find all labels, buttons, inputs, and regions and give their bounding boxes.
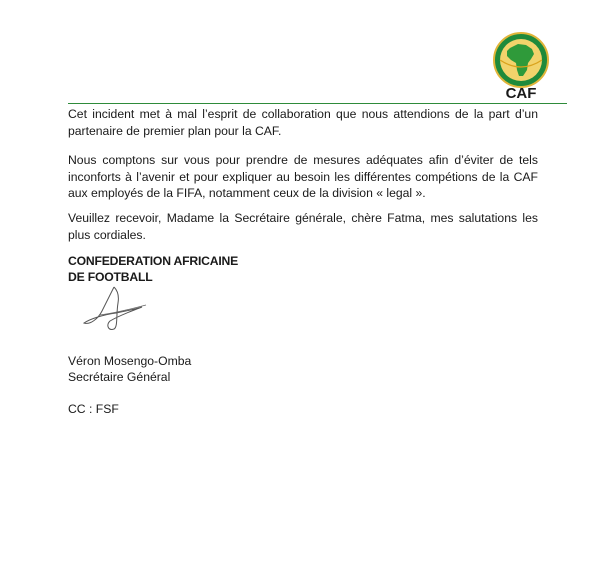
organization-line-2: DE FOOTBALL [68, 270, 153, 284]
header-rule [68, 103, 567, 104]
paragraph-request: Nous comptons sur vous pour prendre de mesures adéquates afin d’éviter de tels inconforts à l’avenir et pour expliquer au besoin les différentes compétions de la CAF aux employés de la FIFA, notamment ceux de la division « legal ». [68, 153, 538, 200]
handwritten-signature [80, 285, 150, 335]
signer-name: Véron Mosengo-Omba [68, 354, 192, 368]
paragraph-incident: Cet incident met à mal l’esprit de collaboration que nous attendions de la part d’un partenaire de premier plan pour la CAF. [68, 107, 538, 138]
organization-line-1: CONFEDERATION AFRICAINE [68, 254, 239, 268]
signer-title: Secrétaire Général [68, 370, 171, 384]
organization-name [68, 253, 238, 285]
carbon-copy-line: CC : FSF [68, 402, 119, 416]
logo-caf-text: CAF [505, 85, 537, 102]
paragraph-closing: Veuillez recevoir, Madame la Secrétaire générale, chère Fatma, mes salutations les plus cordiales. [68, 211, 538, 242]
signer-block [68, 353, 191, 385]
caf-logo [488, 30, 554, 102]
